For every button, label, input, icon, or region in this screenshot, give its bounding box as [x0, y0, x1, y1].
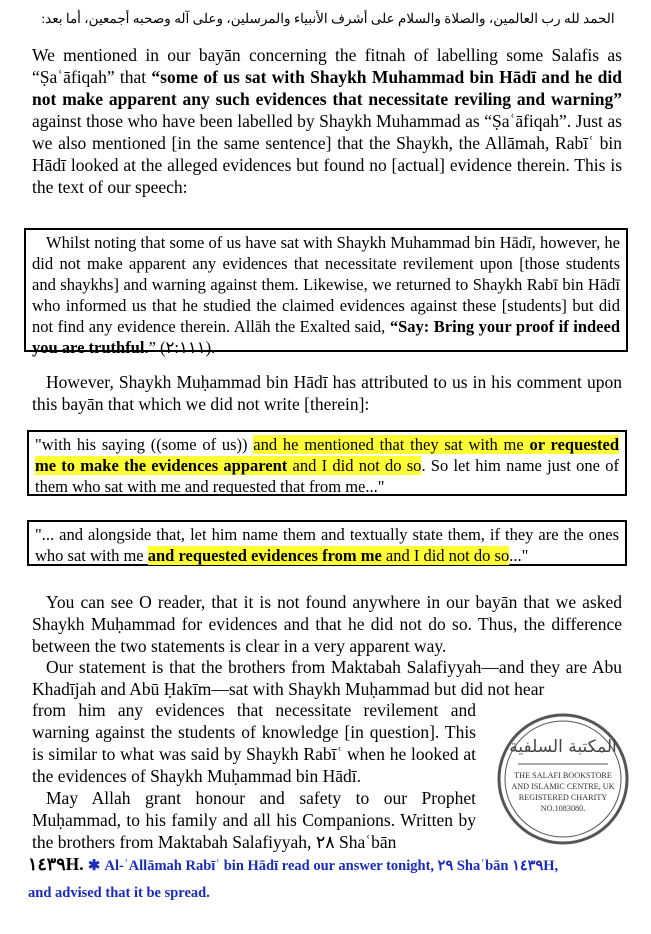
- asterisk-icon: ✱: [87, 858, 101, 874]
- arabic-opening: الحمد لله رب العالمين، والصلاة والسلام على أشرف الأنبياء والمرسلين، وعلى آله وصحبه أجمعين، أما بعد:: [41, 11, 615, 26]
- quote3-highlight-bold: and requested evidences from me: [147, 546, 382, 565]
- quote1-text: [32, 232, 620, 358]
- endorsement-note-continued: and advised that it be spread.: [28, 885, 210, 901]
- charity-seal-icon: [496, 712, 630, 846]
- quote1-part-2: ” (٢:١١١).: [148, 338, 216, 357]
- paragraph-attribution: However, Shaykh Muḥammad bin Hādī has attributed to us in his comment upon this bayān that which we did not write [therein]:: [32, 372, 622, 414]
- quote3-text: [35, 524, 619, 566]
- hijri-year: ١٤٣٩H.: [28, 854, 84, 874]
- seal-line-1: THE SALAFI BOOKSTORE: [514, 771, 612, 780]
- quote3-highlight: and I did not do so: [381, 546, 510, 565]
- seal-line-2: AND ISLAMIC CENTRE, UK: [511, 782, 615, 791]
- quote2-text: [35, 434, 619, 497]
- endorsement-note: Al-ʿAllāmah Rabīʿ bin Hādī read our answer tonight, ٢٩ Shaʿbān ١٤٣٩H,: [104, 858, 559, 874]
- quote2-part-2: . So let him name just one of them who sat with me and requested that from me...": [35, 456, 619, 496]
- intro-text-2: against those who have been labelled by Shaykh Muhammad as “Ṣaʿāfiqah”. Just as we also mentioned [in the same sentence] that the Shaykh, the Allāmah, Rabīʿ bin Hādī looked at the alleged evidences but found no [actual] evidence therein. This is the text of our speech:: [32, 111, 622, 197]
- paragraph-similar: from him any evidences that necessitate revilement and warning against the students of knowledge [in question]. This is similar to what was said by Shaykh Rabīʿ when he looked at the evidences of Shaykh Muḥammad bin Hādī.: [32, 700, 476, 786]
- quote1-verse: “Say: Bring your proof if indeed you are truthful.: [32, 317, 620, 357]
- quote3-part-2: ...": [509, 546, 529, 565]
- intro-text-1: We mentioned in our bayān concerning the fitnah of labelling some Salafis as “Ṣaʿāfiqah” that: [32, 45, 622, 87]
- quote2-highlight-2: and I did not do so: [287, 456, 422, 475]
- quote-box-bayan: [24, 228, 628, 357]
- quote-box-sat-with-me: [27, 430, 627, 496]
- intro-paragraph: [32, 44, 622, 198]
- quote3-part-1: "... and alongside that, let him name them and textually state them, if they are the ones who sat with me: [35, 525, 619, 565]
- intro-bold-quote: “some of us sat with Shaykh Muhammad bin Hādī and he did not make apparent any such evidences that necessitate reviling and warning”: [32, 67, 623, 109]
- quote2-part-1: "with his saying ((some of us)): [35, 435, 254, 454]
- seal-line-4: NO.1083080.: [540, 804, 586, 813]
- quote1-part-1: Whilst noting that some of us have sat with Shaykh Muhammad bin Hādī, however, he did not make apparent any evidences that necessitate revilement upon [those students and shaykhs] and warning against them. Likewise, we returned to Shaykh Rabī bin Hādī who informed us that he studied the claimed evidences against these [students] but did not find any evidence therein. Allāh the Exalted said,: [32, 233, 620, 336]
- paragraph-reader: You can see O reader, that it is not found anywhere in our bayān that we asked Shaykh Muḥammad for evidences and that he did not do so. Thus, the difference between the two statements is clear in a very apparent way.: [32, 592, 622, 656]
- seal-arabic-logo: المكتبة السلفية: [509, 737, 617, 757]
- paragraph-closing: May Allah grant honour and safety to our Prophet Muḥammad, to his family and all his Companions. Written by the brothers from Maktabah Salafiyyah, ٢٨ Shaʿbān: [32, 788, 476, 852]
- paragraph-statement: Our statement is that the brothers from Maktabah Salafiyyah—and they are Abu Khadījah and Abū Ḥakīm—sat with Shaykh Muḥammad but did not hear: [32, 657, 622, 699]
- final-line: [28, 853, 558, 877]
- seal-line-3: REGISTERED CHARITY: [518, 793, 608, 802]
- quote2-highlight-1: and he mentioned that they sat with me: [253, 435, 530, 454]
- quote-box-name-them: [27, 520, 627, 566]
- quote2-highlight-bold: or requested me to make the evidences apparent: [35, 435, 619, 475]
